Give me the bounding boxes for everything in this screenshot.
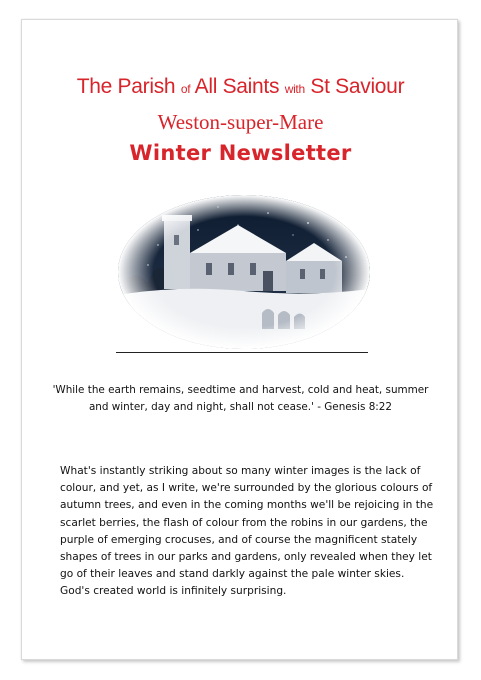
- parish-title: [0, 75, 481, 99]
- article-paragraph: What's instantly striking about so many winter images is the lack of colour, and yet, as I write, we're surrounded by the glorious colours of autumn trees, and even in the coming months we'll be rejoicing in the scarlet berries, the flash of colour from the robins in our gardens, the purple of emerging crocuses, and of course the magnificent stately shapes of trees in our parks and gardens, only revealed when they let go of their leaves and stand darkly against the pale winter skies. God's created world is infinitely surprising.: [60, 465, 434, 598]
- location-heading: Weston-super-Mare: [157, 110, 324, 134]
- title-part-1: The Parish: [76, 75, 181, 98]
- newsletter-heading: Winter Newsletter: [129, 141, 352, 165]
- title-part-with: with: [284, 82, 305, 96]
- title-part-of: of: [180, 82, 191, 96]
- title-part-3: St Saviour: [304, 75, 405, 98]
- church-photo: [118, 195, 370, 349]
- title-part-2: All Saints: [190, 75, 285, 98]
- divider-line: [116, 352, 368, 353]
- scripture-quote: 'While the earth remains, seedtime and harvest, cold and heat, summer and winter, day and night, shall not cease.' - Genesis 8:22: [52, 384, 429, 413]
